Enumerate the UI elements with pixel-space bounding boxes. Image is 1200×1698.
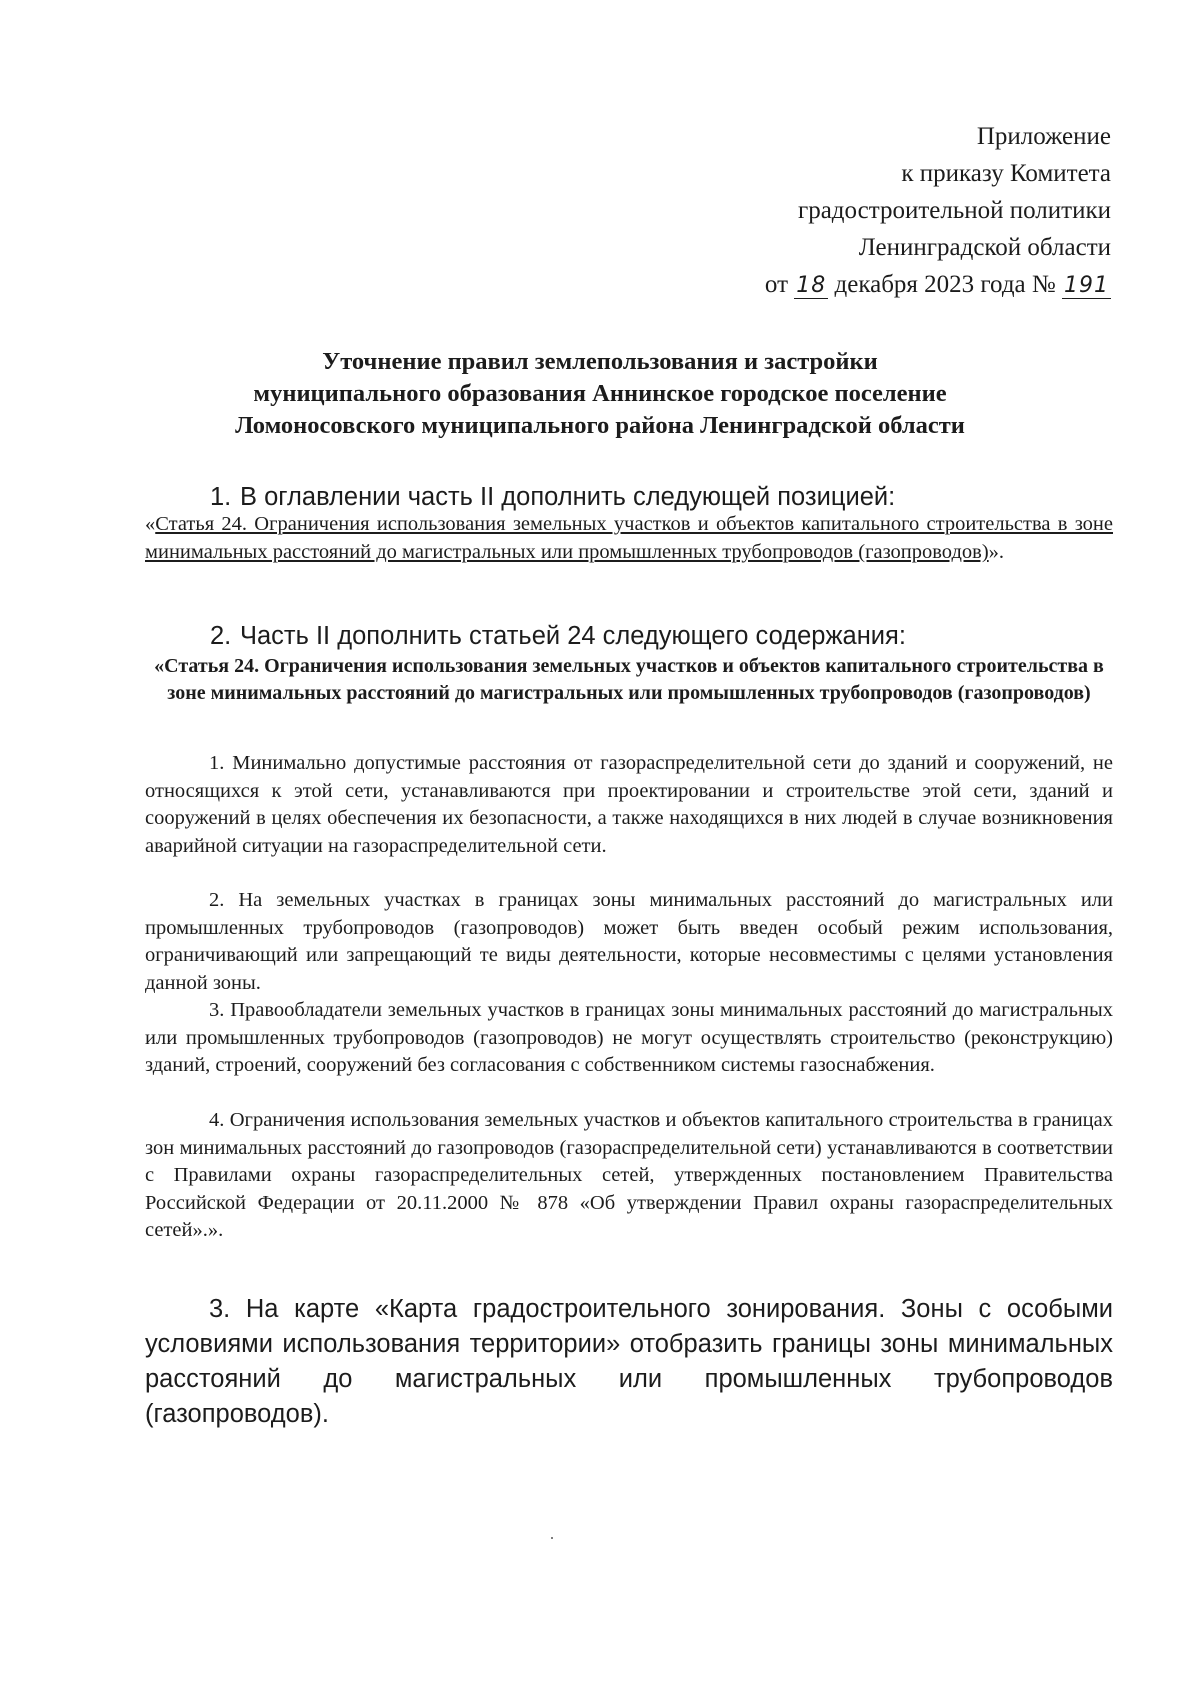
article-title: «Статья 24. Ограничения использования земельных участков и объектов капитального строительства в зоне минимальных расстояний до магистральных или промышленных трубопроводов (газопроводов) xyxy=(154,655,1104,704)
item-3-paragraph: 3. На карте «Карта градостроительного зонирования. Зоны с особыми условиями использования территории» отобразить границы зоны минимальных расстояний до магистральных или промышленных трубопроводов (газопроводов). xyxy=(145,1295,1113,1428)
handwritten-number: 191 xyxy=(1064,273,1109,298)
title-line: муниципального образования Аннинское городское поселение xyxy=(253,380,947,407)
item-text: В оглавлении часть II дополнить следующей позицией: xyxy=(240,483,896,511)
date-line xyxy=(765,266,1111,303)
appendix-line: Приложение xyxy=(976,123,1111,150)
item-text: Часть II дополнить статьей 24 следующего содержания: xyxy=(240,622,906,650)
article-paragraph: 1. Минимально допустимые расстояния от газораспределительной сети до зданий и сооружений, не относящихся к этой сети, устанавливаются при проектировании и строительстве этой сети, зданий и сооружений в целях обеспечения их безопасности, а также находящихся в них людей в случае возникновения аварийной ситуации на газораспределительной сети. xyxy=(145,752,1113,857)
article-paragraph: 3. Правообладатели земельных участков в границах зоны минимальных расстояний до магистральных или промышленных трубопроводов (газопроводов) не могут осуществлять строительство (реконструкцию) зданий, строений, сооружений без согласования с собственником системы газоснабжения. xyxy=(145,999,1113,1076)
underlined-article-title: Статья 24. Ограничения использования земельных участков и объектов капитального строительства в зоне минимальных расстояний до магистральных или промышленных трубопроводов (газопроводов) xyxy=(145,513,1113,563)
date-prefix: от xyxy=(764,271,789,298)
item-number: 1. xyxy=(210,483,232,511)
date-middle: декабря 2023 года № xyxy=(834,271,1056,298)
document-title xyxy=(100,346,1100,442)
title-line: Уточнение правил землепользования и застройки xyxy=(322,348,878,375)
committee-line: градостроительной политики xyxy=(797,197,1111,224)
quote-close: ». xyxy=(988,541,1005,563)
article-paragraph: 2. На земельных участках в границах зоны минимальных расстояний до магистральных или промышленных трубопроводов (газопроводов) может быть введен особый режим использования, ограничивающий или запрещающий те виды деятельности, которые несовместимы с целями установления данной зоны. xyxy=(145,889,1113,994)
item-1-heading xyxy=(210,483,895,512)
quote-open: « xyxy=(145,513,156,535)
handwritten-day: 18 xyxy=(796,273,827,298)
item-number: 2. xyxy=(210,622,232,650)
item-2-heading xyxy=(210,622,906,651)
title-line: Ломоносовского муниципального района Ленинградской области xyxy=(235,412,965,439)
region-line: Ленинградской области xyxy=(858,234,1111,261)
scan-speck xyxy=(551,1537,553,1539)
toc-insertion xyxy=(145,510,1113,566)
order-line: к приказу Комитета xyxy=(901,160,1111,187)
article-paragraph: 4. Ограничения использования земельных участков и объектов капитального строительства в границах зон минимальных расстояний до газопроводов (газораспределительной сети) устанавливаются в соответствии с Правилами охраны газораспределительных сетей, утвержденных постановлением Правительства Российской Федерации от 20.11.2000 № 878 «Об утверждении Правил охраны газораспределительных сетей».». xyxy=(145,1109,1113,1241)
appendix-header xyxy=(765,118,1111,303)
